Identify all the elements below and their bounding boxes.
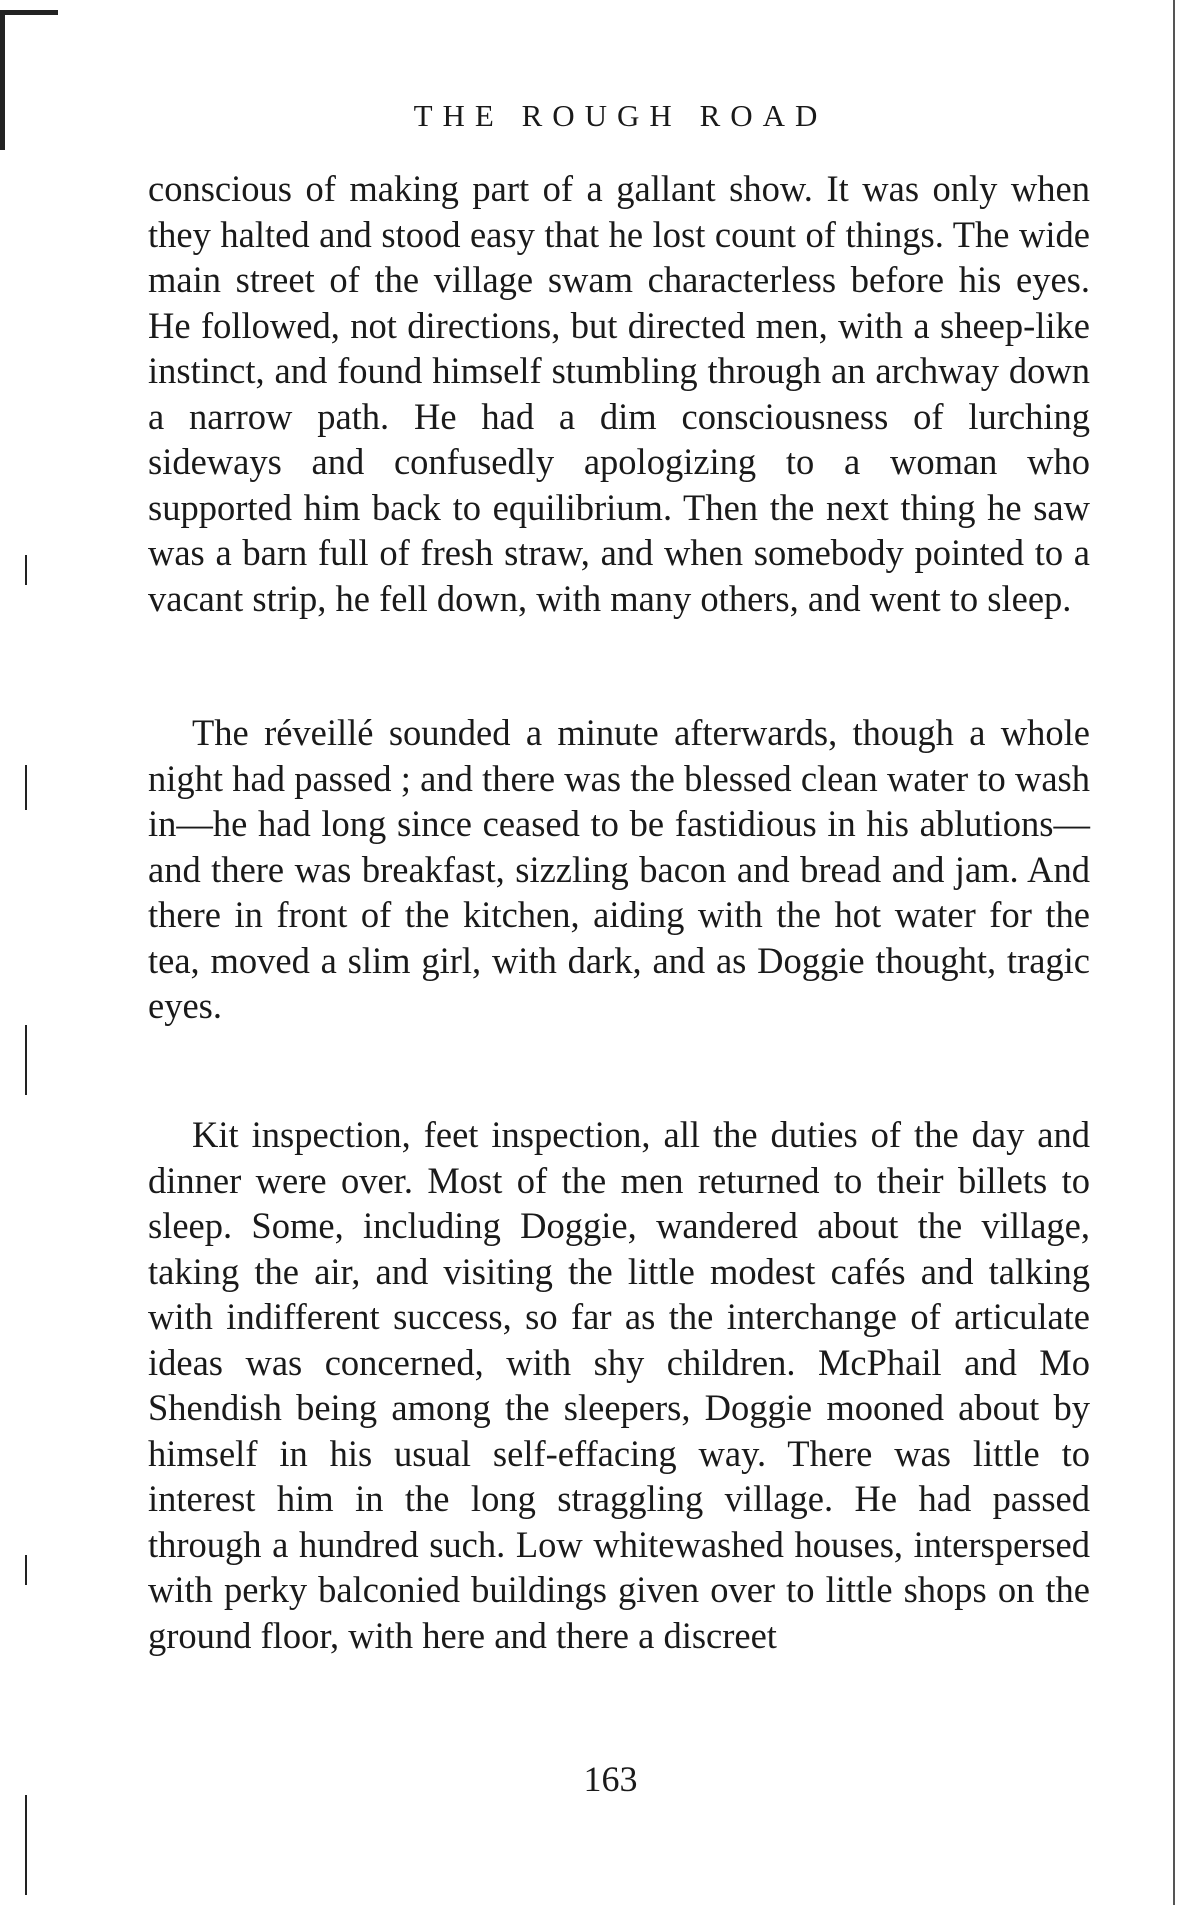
paragraph-text: The réveillé sounded a minute afterwards, though a whole night had passed ; and there was the blessed clean water to wash in—he had long since ceased to be fastidious in his ablutions—and there was breakfast, sizzling bacon and bread and jam. And there in front of the kitchen, aiding with the hot water for the tea, moved a slim girl, with dark, and as Doggie thought, tragic eyes. (148, 712, 1090, 1026)
paragraph (148, 710, 1090, 1029)
scan-edge-tick (25, 1795, 27, 1895)
scan-edge-tick (25, 1025, 27, 1095)
scan-corner-mark (0, 10, 58, 15)
paragraph-continued (148, 166, 1090, 621)
scan-right-edge (1173, 0, 1175, 1905)
page-number: 163 (583, 1759, 638, 1799)
paragraph (148, 1112, 1090, 1658)
scan-edge-tick (25, 1555, 27, 1585)
paragraph-text: conscious of making part of a gallant show. It was only when they halted and stood easy that he lost count of things. The wide main street of the village swam characterless before his eyes. He followed, not directions, but directed men, with a sheep-like instinct, and found himself stumbling through an archway down a narrow path. He had a dim consciousness of lurching sideways and confusedly apologizing to a woman who supported him back to equilibrium. Then the next thing he saw was a barn full of fresh straw, and when somebody pointed to a vacant strip, he fell down, with many others, and went to sleep. (148, 168, 1090, 619)
scan-edge-tick (25, 765, 27, 810)
scan-edge-tick (25, 555, 27, 585)
paragraph-text: Kit inspection, feet inspection, all the duties of the day and dinner were over. Most of the men returned to their billets to sleep. Some, including Doggie, wandered about the village, taking the air, and visiting the little modest cafés and talking with indifferent success, so far as the interchange of articulate ideas was concerned, with shy children. McPhail and Mo Shendish being among the sleepers, Doggie mooned about by himself in his usual self-effacing way. There was little to interest him in the long straggling village. He had passed through a hundred such. Low whitewashed houses, interspersed with perky balconied buildings given over to little shops on the ground floor, with here and there a discreet (148, 1114, 1090, 1656)
running-head: THE ROUGH ROAD (413, 98, 828, 133)
